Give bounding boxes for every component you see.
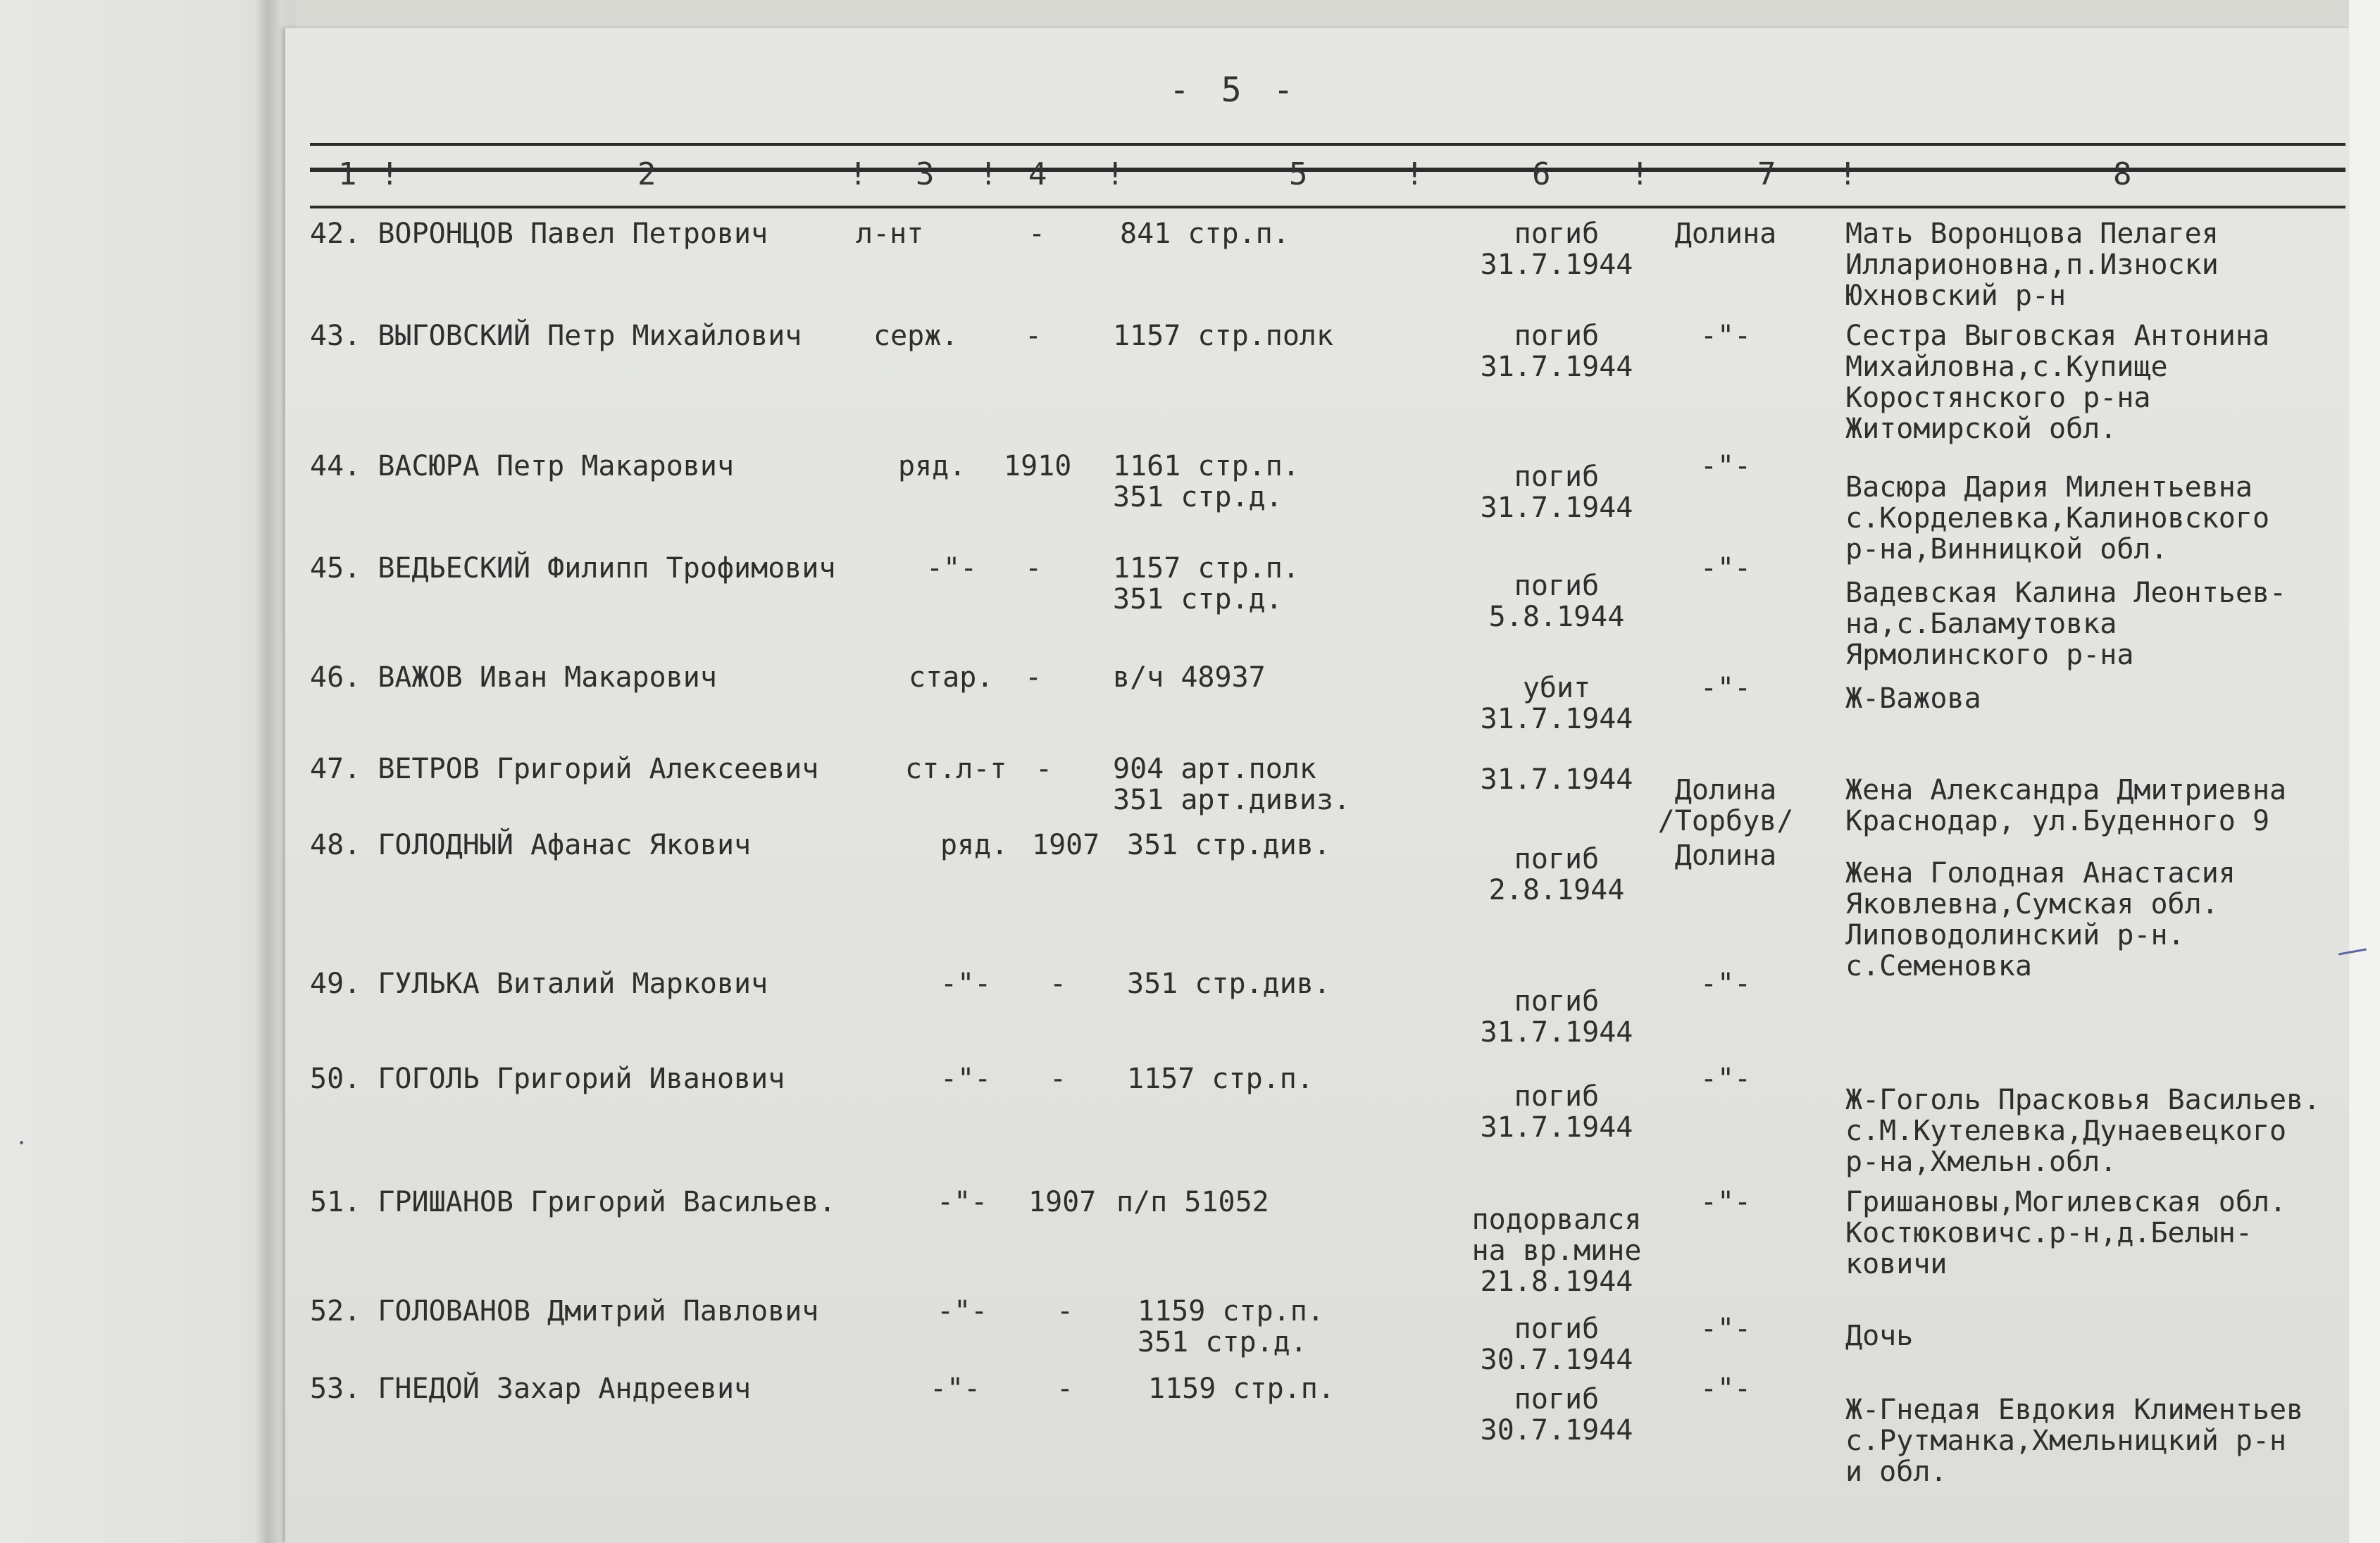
relative-cell: Дочь [1845, 1320, 1914, 1352]
name-cell: 52. ГОЛОВАНОВ Дмитрий Павлович [310, 1295, 819, 1328]
rank-cell: -"- [930, 1373, 981, 1405]
burial-place-cell: -"- [1700, 1313, 1752, 1345]
relative-cell: Вадевская Калина Леонтьев- на,с.Баламутовка Ярмолинского р-на [1845, 577, 2287, 671]
column-separator: ! [1405, 156, 1424, 192]
relative-cell: Васюра Дария Милентьевна с.Корделевка,Калиновского р-на,Винницкой обл. [1845, 471, 2270, 566]
column-header-1: 1 [338, 156, 357, 192]
header-rule-bottom [310, 206, 2345, 208]
unit-cell: 841 стр.п. [1120, 218, 1290, 250]
column-header-3: 3 [916, 156, 935, 192]
relative-cell: Ж-Важова [1845, 682, 1981, 715]
burial-place-cell: -"- [1700, 552, 1752, 585]
column-separator: ! [1106, 156, 1125, 192]
birth-year-cell: - [1035, 753, 1053, 785]
column-header-5: 5 [1289, 156, 1308, 192]
burial-place-cell: -"- [1700, 1373, 1752, 1405]
name-cell: 46. ВАЖОВ Иван Макарович [310, 661, 717, 694]
previous-page-edge [0, 0, 296, 1543]
column-separator: ! [380, 156, 399, 192]
name-cell: 48. ГОЛОДНЫЙ Афанас Якович [310, 829, 752, 861]
rank-cell: ряд. [940, 829, 1009, 861]
rank-cell: ст.л-т [905, 753, 1007, 785]
rank-cell: л-нт [856, 218, 924, 250]
column-header-6: 6 [1532, 156, 1551, 192]
unit-cell: 1159 стр.п. [1148, 1373, 1335, 1405]
unit-cell: в/ч 48937 [1113, 661, 1266, 694]
unit-cell: 1157 стр.полк [1113, 320, 1334, 352]
burial-place-cell: -"- [1700, 1063, 1752, 1095]
rank-cell: -"- [940, 968, 992, 1000]
name-cell: 43. ВЫГОВСКИЙ Петр Михайлович [310, 320, 802, 352]
specks [20, 1141, 23, 1144]
page-number: - 5 - [1169, 70, 1300, 110]
burial-place-cell: -"- [1700, 450, 1752, 482]
rank-cell: -"- [926, 552, 978, 585]
birth-year-cell: - [1057, 1373, 1074, 1405]
fate-cell: погиб 31.7.1944 [1480, 218, 1633, 281]
relative-cell: Ж-Гоголь Прасковья Васильев. с.М.Кутелевка,Дунаевецкого р-на,Хмельн.обл. [1845, 1084, 2321, 1178]
fate-cell: 31.7.1944 [1480, 763, 1633, 796]
relative-cell: Жена Александра Дмитриевна Краснодар, ул.Буденного 9 [1845, 774, 2287, 837]
unit-cell: 1157 стр.п. [1127, 1063, 1314, 1095]
header-rule-middle [310, 168, 2345, 172]
name-cell: 50. ГОГОЛЬ Григорий Иванович [310, 1063, 785, 1095]
fate-cell: погиб 30.7.1944 [1480, 1383, 1633, 1447]
column-separator: ! [1631, 156, 1650, 192]
birth-year-cell: 1910 [1004, 450, 1072, 482]
fate-cell: погиб 30.7.1944 [1480, 1313, 1633, 1376]
fate-cell: убит 31.7.1944 [1480, 672, 1633, 735]
column-separator: ! [1838, 156, 1857, 192]
birth-year-cell: - [1049, 1063, 1067, 1095]
rank-cell: ряд. [898, 450, 966, 482]
birth-year-cell: - [1057, 1295, 1074, 1328]
column-separator: ! [979, 156, 998, 192]
burial-place-cell: Долина [1674, 218, 1777, 250]
right-background [2349, 0, 2380, 1543]
burial-place-cell: Долина [1674, 839, 1777, 872]
rank-cell: стар. [909, 661, 994, 694]
fate-cell: погиб 31.7.1944 [1480, 461, 1633, 524]
column-separator: ! [849, 156, 868, 192]
birth-year-cell: - [1049, 968, 1067, 1000]
burial-place-cell: Долина /Торбув/ [1657, 774, 1794, 837]
unit-cell: 1161 стр.п. 351 стр.д. [1113, 450, 1300, 513]
burial-place-cell: -"- [1700, 1186, 1752, 1218]
name-cell: 51. ГРИШАНОВ Григорий Васильев. [310, 1186, 836, 1218]
birth-year-cell: - [1025, 661, 1042, 694]
name-cell: 47. ВЕТРОВ Григорий Алексеевич [310, 753, 819, 785]
unit-cell: 351 стр.див. [1127, 968, 1331, 1000]
relative-cell: Мать Воронцова Пелагея Илларионовна,п.Износки Юхновский р-н [1845, 218, 2219, 312]
unit-cell: 1159 стр.п. 351 стр.д. [1138, 1295, 1324, 1358]
birth-year-cell: - [1025, 320, 1042, 352]
column-header-4: 4 [1028, 156, 1047, 192]
rank-cell: -"- [937, 1295, 988, 1328]
unit-cell: 904 арт.полк 351 арт.дивиз. [1113, 753, 1351, 816]
burial-place-cell: -"- [1700, 320, 1752, 352]
book-spine [254, 0, 282, 1543]
column-header-7: 7 [1757, 156, 1776, 192]
name-cell: 49. ГУЛЬКА Виталий Маркович [310, 968, 768, 1000]
fate-cell: погиб 5.8.1944 [1488, 570, 1625, 633]
birth-year-cell: 1907 [1028, 1186, 1097, 1218]
rank-cell: -"- [937, 1186, 988, 1218]
fate-cell: подорвался на вр.мине 21.8.1944 [1471, 1204, 1642, 1298]
name-cell: 53. ГНЕДОЙ Захар Андреевич [310, 1373, 752, 1405]
fate-cell: погиб 31.7.1944 [1480, 1080, 1633, 1144]
burial-place-cell: -"- [1700, 672, 1752, 704]
name-cell: 45. ВЕДЬЕСКИЙ Филипп Трофимович [310, 552, 836, 585]
column-header-2: 2 [637, 156, 656, 192]
column-header-8: 8 [2113, 156, 2132, 192]
birth-year-cell: 1907 [1032, 829, 1100, 861]
rank-cell: серж. [873, 320, 959, 352]
fate-cell: погиб 31.7.1944 [1480, 985, 1633, 1049]
rank-cell: -"- [940, 1063, 992, 1095]
burial-place-cell: -"- [1700, 968, 1752, 1000]
unit-cell: 1157 стр.п. 351 стр.д. [1113, 552, 1300, 616]
unit-cell: 351 стр.див. [1127, 829, 1331, 861]
relative-cell: Жена Голодная Анастасия Яковлевна,Сумская обл. Липоводолинский р-н. с.Семеновка [1845, 857, 2236, 982]
relative-cell: Сестра Выговская Антонина Михайловна,с.Купище Коростянского р-на Житомирской обл. [1845, 320, 2270, 445]
unit-cell: п/п 51052 [1116, 1186, 1269, 1218]
birth-year-cell: - [1025, 552, 1042, 585]
birth-year-cell: - [1028, 218, 1046, 250]
name-cell: 44. ВАСЮРА Петр Макарович [310, 450, 735, 482]
header-rule-top [310, 143, 2345, 146]
relative-cell: Гришановы,Могилевская обл. Костюковичс.р-н,д.Белын- ковичи [1845, 1186, 2287, 1280]
fate-cell: погиб 2.8.1944 [1488, 843, 1625, 906]
relative-cell: Ж-Гнедая Евдокия Климентьев с.Рутманка,Хмельницкий р-н и обл. [1845, 1394, 2304, 1488]
fate-cell: погиб 31.7.1944 [1480, 320, 1633, 383]
name-cell: 42. ВОРОНЦОВ Павел Петрович [310, 218, 768, 250]
